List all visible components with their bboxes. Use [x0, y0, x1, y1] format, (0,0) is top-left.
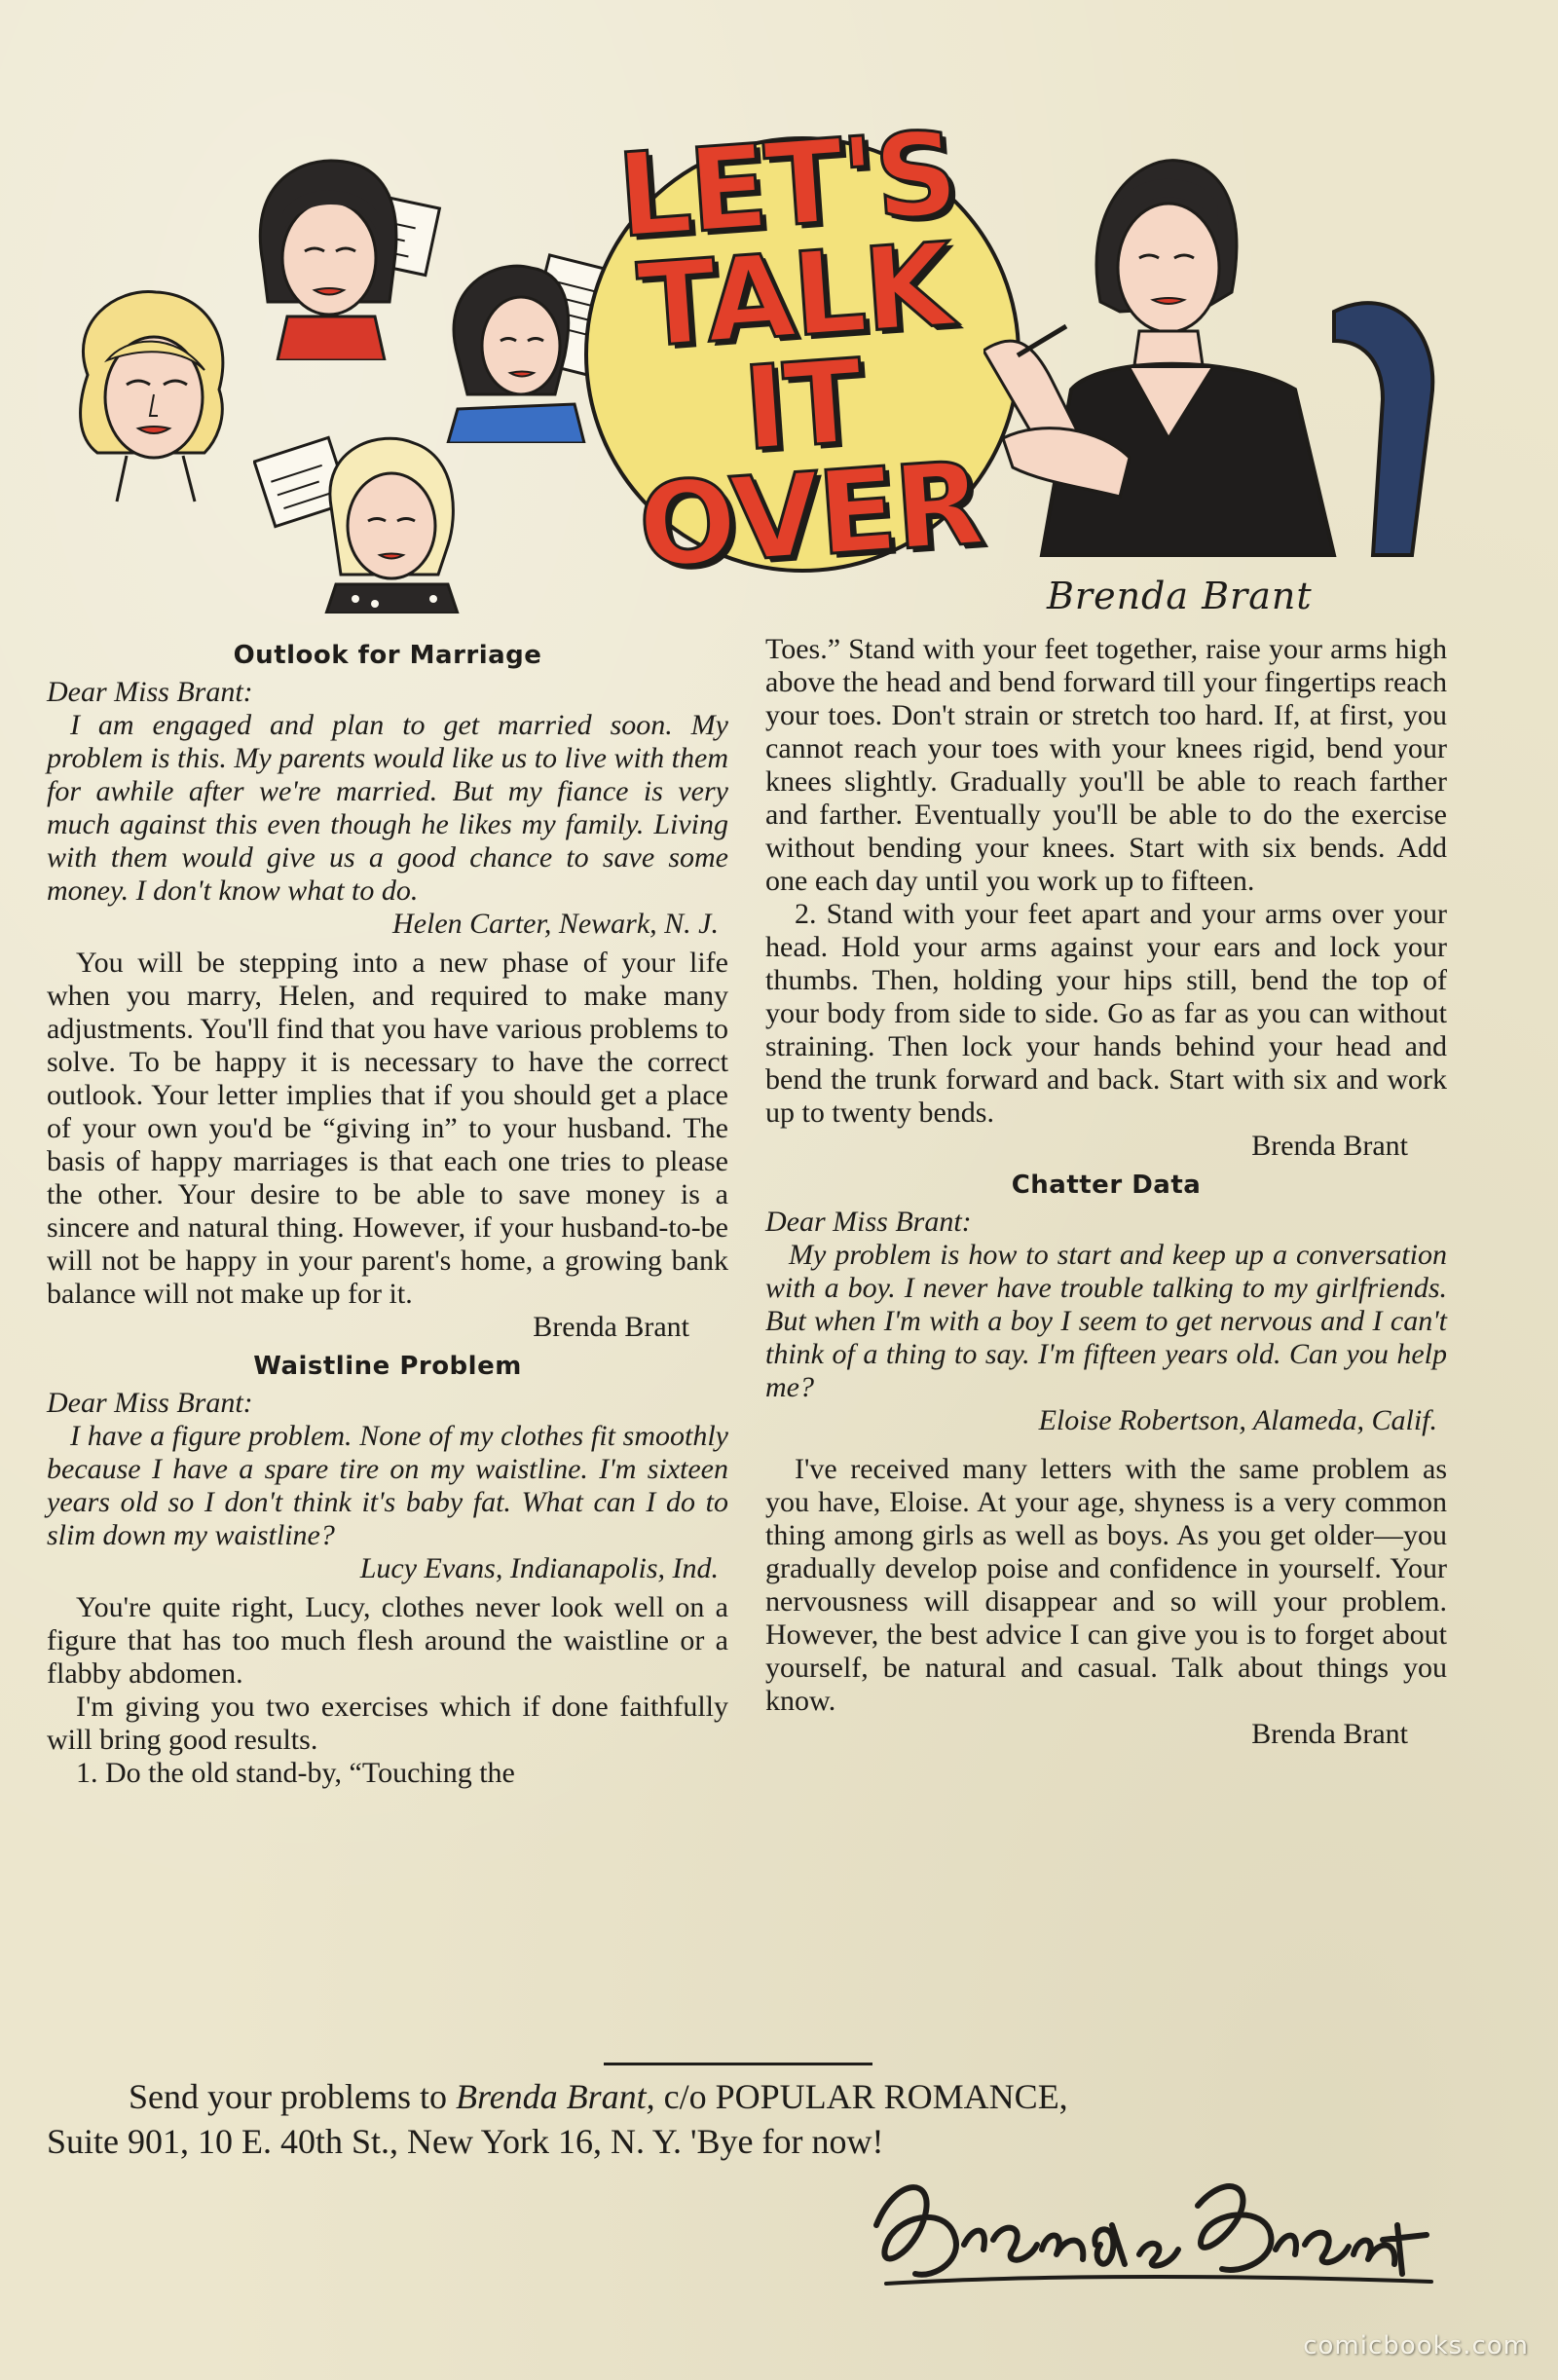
salutation: Dear Miss Brant:	[765, 1206, 972, 1238]
column-header-art	[0, 0, 1558, 643]
dark-haired-woman-with-letter-illustration	[239, 156, 443, 360]
section-heading-outlook: Outlook for Marriage	[233, 641, 542, 670]
reply-paragraph: I've received many letters with the same problem as you have, Eloise. At your age, shyness is a very common thing among girls as well as boys. As you get older—you gradually develop poise and confidence in yourself. Your nervousness will disappear and so will your problem. However, the best advice I can give you is to forget about yourself, be natural and casual. Talk about things you know.	[765, 1453, 1447, 1717]
title-line-3: IT	[739, 333, 866, 476]
section-heading-chatter: Chatter Data	[1011, 1171, 1202, 1200]
blonde-woman-with-card-illustration	[253, 428, 477, 614]
title-line-1: LET'S	[613, 105, 961, 264]
footer-address	[47, 2074, 1449, 2164]
left-column	[47, 633, 728, 1790]
reply-paragraph: I'm giving you two exercises which if done faithfully will bring good results.	[47, 1691, 728, 1756]
column-title	[570, 105, 1027, 594]
salutation: Dear Miss Brant:	[47, 1387, 253, 1419]
footer-line-2: Suite 901, 10 E. 40th St., New York 16, N. Y. 'Bye for now!	[47, 2122, 884, 2161]
reply-paragraph: You're quite right, Lucy, clothes never look well on a figure that has too much flesh around the waistline or a flabby abdomen.	[47, 1591, 728, 1690]
blonde-woman-illustration	[58, 282, 243, 506]
reply-paragraph: You will be stepping into a new phase of your life when you marry, Helen, and required to make many adjustments. You'll find that you have various problems to solve. To be happy it is necessary to have the correct outlook. Your letter implies that if you should get a place of your own you'd be “giving in” to your husband. The basis of happy marriages is that each one tries to please the other. Your desire to be able to save money is a sincere and natural thing. However, if your husband-to-be will not be happy in your parent's home, a growing bank balance will not make up for it.	[47, 947, 728, 1310]
footer-divider	[604, 2063, 872, 2065]
reader-letter: My problem is how to start and keep up a conversation with a boy. I never have trouble talking to my girlfriends. But when I'm with a boy I seem to get nervous and I can't think of a thing to say. I'm fifteen years old. Can you help me?	[765, 1239, 1447, 1403]
host-signature: Brenda Brant	[1047, 575, 1313, 617]
reply-sign-off: Brenda Brant	[533, 1311, 689, 1343]
reply-sign-off: Brenda Brant	[1251, 1130, 1408, 1162]
reader-letter: I have a figure problem. None of my clothes fit smoothly because I have a spare tire on my waistline. I'm sixteen years old so I don't think it's baby fat. What can I do to slim down my waistline?	[47, 1420, 728, 1551]
host-portrait-illustration	[983, 146, 1470, 575]
reply-paragraph: Toes.” Stand with your feet together, raise your arms high above the head and bend forward till your fingertips reach your toes. Don't strain or stretch too hard. If, at first, you cannot reach your toes with your knees rigid, bend your knees slightly. Gradually you'll be able to reach farther and farther. Eventually you'll be able to do the exercise without bending your knees. Start with six bends. Add one each day until you work up to fifteen.	[765, 633, 1447, 897]
footer-line-1	[47, 2074, 1449, 2119]
title-line-4: OVER	[634, 435, 986, 594]
letter-signer: Lucy Evans, Indianapolis, Ind.	[359, 1552, 719, 1584]
letter-signer: Eloise Robertson, Alameda, Calif.	[1038, 1404, 1437, 1436]
handwritten-signature	[857, 2167, 1441, 2293]
title-line-2: TALK	[633, 216, 956, 373]
reply-sign-off: Brenda Brant	[1251, 1718, 1408, 1750]
footer-text-b: c/o POPULAR ROMANCE,	[654, 2077, 1068, 2116]
right-column	[765, 633, 1447, 1759]
reader-letter: I am engaged and plan to get married soon. My problem is this. My parents would like us to live with them for awhile after we're married. But my fiance is very much against this even though he likes my family. Living with them would give us a good chance to save some money. I don't know what to do.	[47, 709, 728, 907]
letter-signer: Helen Carter, Newark, N. J.	[392, 908, 719, 940]
reply-paragraph: 2. Stand with your feet apart and your arms over your head. Hold your arms against your ears and lock your thumbs. Then, holding your hips still, bend the top of your body from side to side. Go as far as you can without straining. Then lock your hands behind your head and bend the trunk forward and back. Start with six and work up to twenty bends.	[765, 898, 1447, 1129]
footer-name: Brenda Brant,	[455, 2077, 655, 2116]
footer-text-a: Send your problems to	[129, 2077, 456, 2116]
watermark: comicbooks.com	[1303, 2331, 1529, 2361]
salutation: Dear Miss Brant:	[47, 676, 253, 708]
section-heading-waistline: Waistline Problem	[253, 1352, 522, 1381]
reply-paragraph: 1. Do the old stand-by, “Touching the	[76, 1757, 515, 1789]
